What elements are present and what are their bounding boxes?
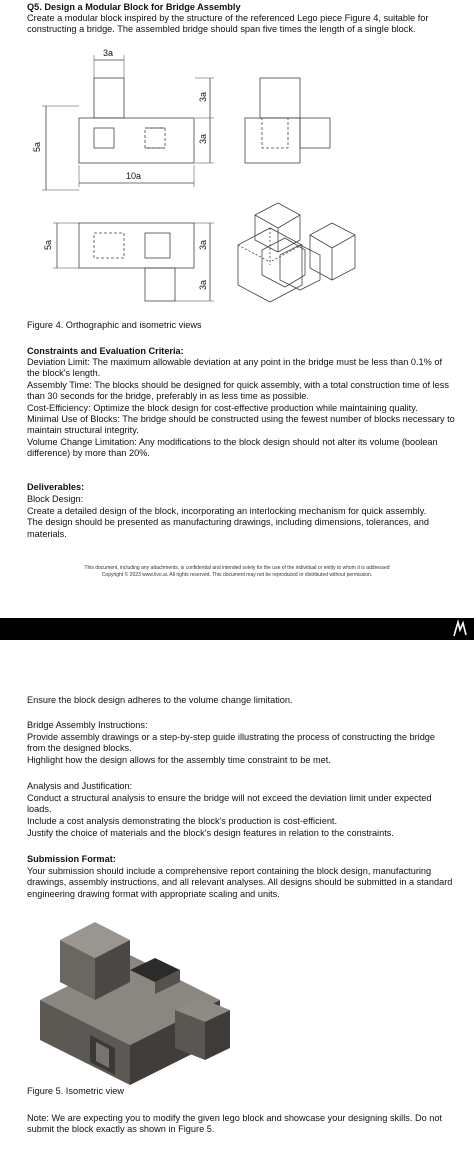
- intro-paragraph: Create a modular block inspired by the structure of the referenced Lego piece Figure 4, suitable for constructing a bridge. The assembled bridge should span five times the length of a single block.: [27, 13, 429, 35]
- figure-5-render: [20, 910, 270, 1090]
- dim-lower-3a-lower: 3a: [198, 279, 208, 290]
- figure-5-caption: Figure 5. Isometric view: [27, 1086, 125, 1096]
- dim-length: 10a: [126, 171, 142, 181]
- block-design-text: Create a detailed design of the block, incorporating an interlocking mechanism for quick assembly. The design should be presented as manufacturing drawings, including dimensions, tolerances, and materials.: [27, 506, 429, 539]
- footer-confidential: This document, including any attachments, is confidential and intended solely for the use of the individual or entity to whom it is addressed: [84, 565, 390, 571]
- dim-side-height: 5a: [32, 141, 42, 152]
- submission-heading: Submission Format:: [27, 854, 116, 864]
- side-view: [245, 78, 330, 163]
- bridge-text: Provide assembly drawings or a step-by-step guide illustrating the process of constructing the bridge from the designed blocks.: [27, 732, 436, 754]
- analysis-heading: Analysis and Justification:: [27, 781, 133, 791]
- dim-lower-height: 5a: [43, 239, 53, 250]
- constraint-min-blocks: Minimal Use of Blocks: The bridge should be constructed using the fewest number of blocks necessary to maintain structural integrity.: [27, 414, 455, 436]
- logo-icon: [452, 620, 468, 638]
- submission-text: Your submission should include a comprehensive report containing the block design, manufacturing drawings, assembly instructions, and all relevant analyses. All designs should be submitted in a standard engineering drawing format with appropriate scaling and units.: [27, 866, 453, 899]
- bridge-text-2: Highlight how the design allows for the assembly time constraint to be met.: [27, 755, 331, 765]
- dim-3a-lower: 3a: [198, 133, 208, 144]
- top-view: [53, 223, 214, 301]
- block-design-label: Block Design:: [27, 494, 84, 504]
- isometric-wireframe: [238, 203, 355, 302]
- constraints-heading: Constraints and Evaluation Criteria:: [27, 346, 184, 356]
- deliverables-heading: Deliverables:: [27, 482, 85, 492]
- analysis-text-2: Include a cost analysis demonstrating the block's production is cost-efficient.: [27, 816, 338, 826]
- page-divider: [0, 618, 474, 640]
- dim-top-width: 3a: [103, 48, 114, 58]
- analysis-text-3: Justify the choice of materials and the block's design features in relation to the constraints.: [27, 828, 394, 838]
- volume-note: Ensure the block design adheres to the volume change limitation.: [27, 695, 293, 705]
- analysis-text: Conduct a structural analysis to ensure the bridge will not exceed the deviation limit under expected loads.: [27, 793, 432, 815]
- constraint-deviation: Deviation Limit: The maximum allowable deviation at any point in the bridge must be less than 0.1% of the block's length.: [27, 357, 443, 379]
- dim-lower-3a-upper: 3a: [198, 239, 208, 250]
- front-view: [42, 55, 214, 190]
- dim-3a-upper: 3a: [198, 91, 208, 102]
- bridge-heading: Bridge Assembly Instructions:: [27, 720, 148, 730]
- document-page-2: [0, 640, 474, 1154]
- footer-copyright: Copyright © 2023 www.livo.ai. All rights reserved. This document may not be reproduced or distributed without permission.: [101, 572, 373, 578]
- closing-note: Note: We are expecting you to modify the given lego block and showcase your designing skills. Do not submit the block exactly as shown in Figure 5.: [27, 1113, 443, 1135]
- question-title: Q5. Design a Modular Block for Bridge Assembly: [27, 2, 241, 12]
- constraint-volume: Volume Change Limitation: Any modifications to the block design should not alter its volume (boolean difference) by more than 20%.: [27, 437, 438, 459]
- figure-4-drawing: [0, 40, 474, 310]
- constraint-assembly-time: Assembly Time: The blocks should be designed for quick assembly, with a total construction time of less than 30 seconds for the bridge, preferably in as less time as possible.: [27, 380, 449, 402]
- figure-4-caption: Figure 4. Orthographic and isometric views: [27, 320, 202, 330]
- constraint-cost: Cost-Efficiency: Optimize the block design for cost-effective production while maintaining quality.: [27, 403, 418, 413]
